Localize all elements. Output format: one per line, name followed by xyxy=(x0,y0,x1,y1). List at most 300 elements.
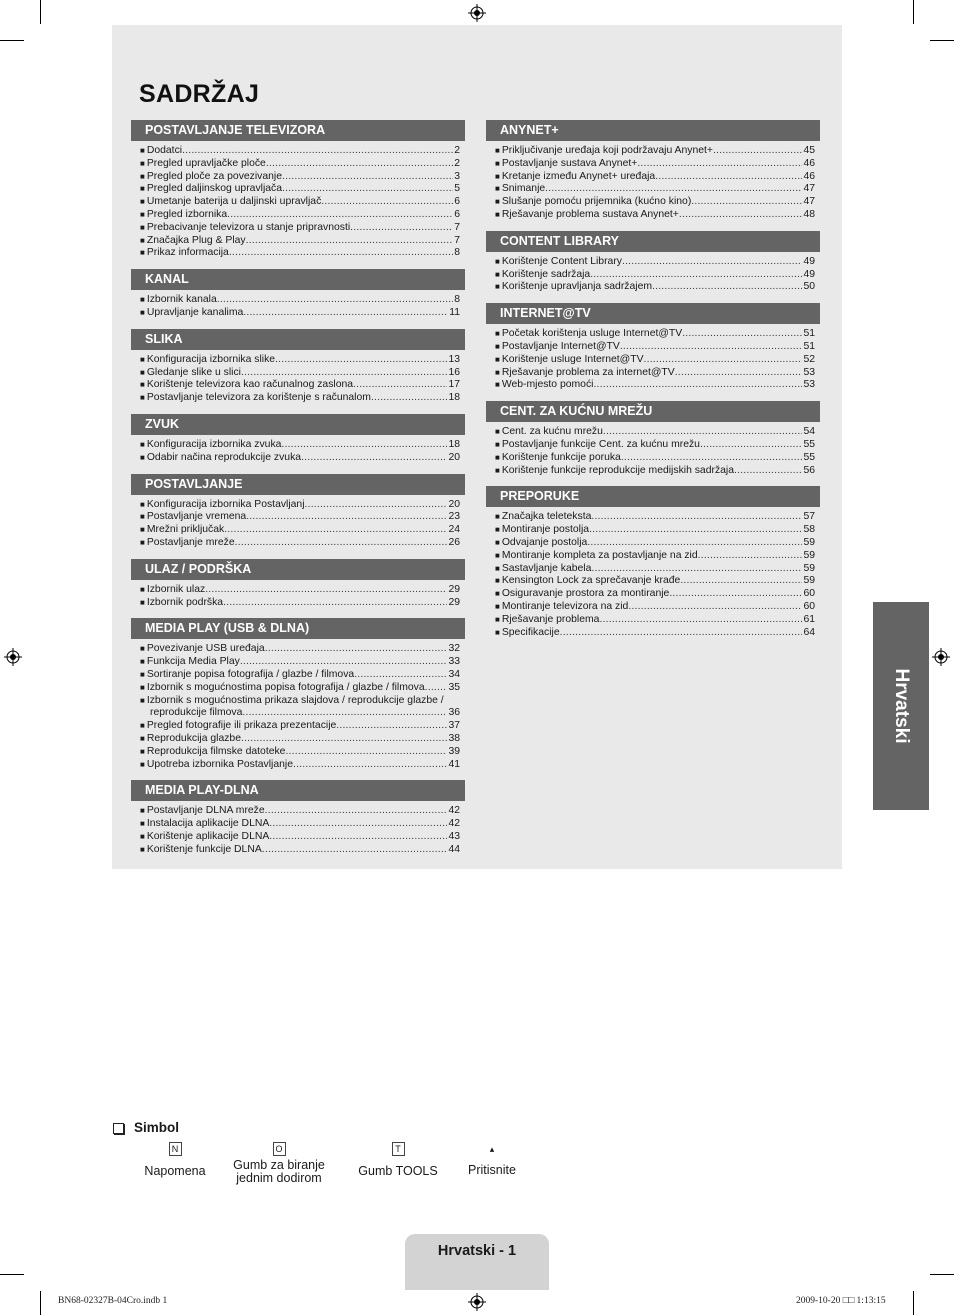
toc-entry[interactable] xyxy=(495,439,815,452)
entry-title: Montiranje televizora na zid xyxy=(501,600,629,612)
toc-section xyxy=(131,414,465,465)
toc-entry[interactable] xyxy=(140,307,460,320)
leader-dots xyxy=(680,575,802,588)
toc-entry[interactable] xyxy=(140,759,460,772)
leader-dots xyxy=(599,614,802,627)
toc-entry[interactable] xyxy=(140,537,460,550)
section-heading: ULAZ / PODRŠKA xyxy=(131,559,465,580)
toc-entry[interactable] xyxy=(140,171,460,184)
toc-entry[interactable] xyxy=(495,281,815,294)
entry-page: 39 xyxy=(448,745,460,757)
section-heading: SLIKA xyxy=(131,329,465,350)
leader-dots xyxy=(224,524,447,537)
section-heading: CONTENT LIBRARY xyxy=(486,231,820,252)
leader-dots xyxy=(269,831,447,844)
toc-entry[interactable] xyxy=(140,196,460,209)
leader-dots xyxy=(282,171,453,184)
tools-button-icon: T xyxy=(392,1142,405,1156)
entry-page: 59 xyxy=(803,549,815,561)
symbol-label: Napomena xyxy=(144,1164,206,1178)
note-icon: N xyxy=(169,1142,182,1156)
entry-page: 59 xyxy=(803,536,815,548)
bullet-icon: ■ xyxy=(140,499,145,509)
toc-entry[interactable] xyxy=(140,354,460,367)
toc-entry[interactable] xyxy=(140,656,460,669)
print-file-info: BN68-02327B-04Cro.indb 1 xyxy=(58,1296,168,1306)
toc-section xyxy=(131,329,465,405)
bullet-icon: ■ xyxy=(140,721,145,731)
bullet-icon: ■ xyxy=(140,759,145,769)
leader-dots xyxy=(275,354,447,367)
symbol-label: Pritisnite xyxy=(468,1163,516,1177)
entry-title: Dodatci xyxy=(146,145,183,156)
toc-entry[interactable] xyxy=(140,682,460,695)
entry-page: 26 xyxy=(448,536,460,548)
leader-dots xyxy=(240,656,448,669)
leader-dots xyxy=(281,439,447,452)
entry-page: 8 xyxy=(454,294,460,306)
crop-mark xyxy=(930,1274,954,1275)
toc-entry[interactable] xyxy=(495,627,815,640)
bullet-icon: ■ xyxy=(495,465,500,475)
leader-dots xyxy=(591,563,802,576)
entry-page: 11 xyxy=(449,306,460,318)
bullet-icon: ■ xyxy=(140,367,145,377)
leader-dots xyxy=(241,367,447,380)
entry-title: Postavljanje DLNA mreže xyxy=(146,805,265,817)
leader-dots xyxy=(223,597,447,610)
bullet-icon: ■ xyxy=(495,589,500,599)
entry-page: 6 xyxy=(454,196,460,208)
toc-entry[interactable] xyxy=(495,183,815,196)
toc-section xyxy=(131,559,465,610)
entry-title: Korištenje aplikacije DLNA xyxy=(146,830,270,842)
toc-entry[interactable] xyxy=(140,367,460,380)
entry-title: Povezivanje USB uređaja xyxy=(146,643,265,655)
entry-page: 57 xyxy=(803,511,815,523)
entry-title: Umetanje baterija u daljinski upravljač xyxy=(146,196,322,208)
bullet-icon: ■ xyxy=(495,614,500,624)
page-number-tab xyxy=(405,1234,549,1290)
entry-page: 53 xyxy=(803,366,815,378)
bullet-icon: ■ xyxy=(495,550,500,560)
crop-mark xyxy=(0,40,24,41)
leader-dots xyxy=(691,196,802,209)
entry-title: Gledanje slike u slici xyxy=(146,366,241,378)
entry-page: 45 xyxy=(803,145,815,156)
toc-entry[interactable] xyxy=(140,392,460,405)
bullet-icon: ■ xyxy=(140,158,145,168)
leader-dots xyxy=(587,537,802,550)
bullet-icon: ■ xyxy=(140,597,145,607)
bullet-icon: ■ xyxy=(140,831,145,841)
entry-page: 33 xyxy=(448,656,460,668)
toc-entry[interactable] xyxy=(495,341,815,354)
symbol-item-tools xyxy=(350,1142,446,1178)
entry-title: Izbornik s mogućnostima prikaza slajdova / reprodukcije glazbe / xyxy=(146,694,444,706)
toc-entry[interactable] xyxy=(495,426,815,439)
leader-dots xyxy=(243,307,448,320)
toc-entry[interactable] xyxy=(495,354,815,367)
side-tab-label: Hrvatski xyxy=(891,668,912,744)
entry-title: Osiguravanje prostora za montiranje xyxy=(501,588,670,600)
toc-section xyxy=(486,303,820,392)
toc-entry[interactable] xyxy=(140,183,460,196)
toc-entry[interactable] xyxy=(140,452,460,465)
leader-dots xyxy=(655,171,802,184)
entry-title: Pregled izbornika xyxy=(146,208,228,220)
leader-dots xyxy=(182,145,453,158)
entry-title: Korištenje funkcije reprodukcije medijskih sadržaja xyxy=(501,464,735,476)
entry-title: Postavljanje funkcije Cent. za kućnu mrežu xyxy=(501,438,700,450)
section-heading: CENT. ZA KUĆNU MREŽU xyxy=(486,401,820,422)
toc-entry[interactable] xyxy=(495,524,815,537)
leader-dots xyxy=(336,720,447,733)
crop-mark xyxy=(40,0,41,24)
one-touch-button-icon: O xyxy=(273,1142,286,1156)
entry-page: 60 xyxy=(803,600,815,612)
press-icon: ▴ xyxy=(489,1144,495,1154)
leader-dots xyxy=(269,818,447,831)
leader-dots xyxy=(301,452,447,465)
entry-title: Postavljanje mreže xyxy=(146,536,235,548)
toc-entry[interactable] xyxy=(495,158,815,171)
bullet-icon: ■ xyxy=(495,576,500,586)
entry-page: 32 xyxy=(448,643,460,655)
entry-page: 42 xyxy=(448,818,460,830)
bullet-icon: ■ xyxy=(140,209,145,219)
entry-page: 50 xyxy=(803,281,815,293)
entry-title: Korištenje funkcije DLNA xyxy=(146,843,262,855)
bullet-icon: ■ xyxy=(495,427,500,437)
entry-title: Rješavanje problema xyxy=(501,613,600,625)
entry-page: 18 xyxy=(448,392,460,404)
registration-mark-icon xyxy=(468,4,486,22)
crop-mark xyxy=(930,40,954,41)
toc-entry[interactable] xyxy=(495,575,815,588)
toc-entry[interactable] xyxy=(140,695,460,721)
section-heading: MEDIA PLAY (USB & DLNA) xyxy=(131,618,465,639)
bullet-icon: ■ xyxy=(495,197,500,207)
bullet-icon: ■ xyxy=(495,146,500,155)
bullet-icon: ■ xyxy=(140,806,145,816)
entry-page: 48 xyxy=(803,208,815,220)
toc-entry[interactable] xyxy=(140,643,460,656)
toc-section xyxy=(486,231,820,294)
entry-page: 20 xyxy=(448,498,460,510)
bullet-icon: ■ xyxy=(495,354,500,364)
toc-entry[interactable] xyxy=(140,746,460,759)
toc-section xyxy=(486,486,820,639)
bullet-icon: ■ xyxy=(140,537,145,547)
toc-entry[interactable] xyxy=(495,367,815,380)
toc-entry[interactable] xyxy=(140,831,460,844)
toc-entry[interactable] xyxy=(140,584,460,597)
entry-title: Pregled fotografije ili prikaza prezentacije xyxy=(146,720,337,732)
toc-entry[interactable] xyxy=(495,209,815,222)
leader-dots xyxy=(353,379,447,392)
entry-page: 56 xyxy=(803,464,815,476)
leader-dots xyxy=(282,183,453,196)
toc-entry[interactable] xyxy=(495,145,815,158)
toc-entry[interactable] xyxy=(495,269,815,282)
entry-title: Funkcija Media Play xyxy=(146,656,240,668)
entry-page: 46 xyxy=(803,157,815,169)
entry-page: 59 xyxy=(803,562,815,574)
symbol-item-one-touch xyxy=(226,1142,332,1185)
symbol-item-press xyxy=(458,1142,526,1177)
toc-section xyxy=(131,120,465,260)
toc-right-column xyxy=(486,120,820,648)
toc-entry[interactable] xyxy=(495,328,815,341)
section-heading: KANAL xyxy=(131,269,465,290)
toc-entry[interactable] xyxy=(140,222,460,235)
entry-page: 17 xyxy=(448,379,460,391)
toc-entry[interactable] xyxy=(495,171,815,184)
entry-title: Korištenje upravljanja sadržajem xyxy=(501,281,653,293)
entry-title: Korištenje usluge Internet@TV xyxy=(501,353,644,365)
bullet-icon: ■ xyxy=(495,452,500,462)
toc-entry[interactable] xyxy=(495,563,815,576)
toc-entry[interactable] xyxy=(140,720,460,733)
bullet-icon: ■ xyxy=(495,512,500,522)
bullet-icon: ■ xyxy=(140,733,145,743)
toc-entry[interactable] xyxy=(140,818,460,831)
registration-mark-icon xyxy=(468,1293,486,1311)
toc-entry[interactable] xyxy=(495,511,815,524)
entry-page: 47 xyxy=(803,196,815,208)
entry-page: 44 xyxy=(448,843,460,855)
entry-title: Montiranje postolja xyxy=(501,524,590,536)
bullet-icon: ■ xyxy=(140,746,145,756)
leader-dots xyxy=(350,222,453,235)
leader-dots xyxy=(669,588,802,601)
entry-page: 3 xyxy=(454,170,460,182)
leader-dots xyxy=(305,499,448,512)
toc-entry[interactable] xyxy=(140,597,460,610)
entry-page: 7 xyxy=(454,234,460,246)
symbol-item-note xyxy=(135,1142,215,1178)
bullet-icon: ■ xyxy=(140,171,145,181)
bullet-icon: ■ xyxy=(140,819,145,829)
section-heading: MEDIA PLAY-DLNA xyxy=(131,780,465,801)
entry-page: 43 xyxy=(448,830,460,842)
bullet-icon: ■ xyxy=(495,269,500,279)
entry-title: Specifikacije xyxy=(501,626,560,638)
leader-dots xyxy=(246,511,447,524)
section-heading: ZVUK xyxy=(131,414,465,435)
toc-entry[interactable] xyxy=(495,196,815,209)
toc-entry[interactable] xyxy=(495,379,815,392)
bullet-icon: ■ xyxy=(140,669,145,679)
toc-entry[interactable] xyxy=(495,537,815,550)
leader-dots xyxy=(622,256,802,269)
entry-title: Konfiguracija izbornika Postavljanj xyxy=(146,498,305,510)
leader-dots xyxy=(293,759,447,772)
leader-dots xyxy=(205,584,447,597)
leader-dots xyxy=(679,209,803,222)
leader-dots xyxy=(652,281,802,294)
page-title: SADRŽAJ xyxy=(139,80,260,108)
bullet-icon: ■ xyxy=(140,295,145,305)
leader-dots xyxy=(734,465,802,478)
bullet-icon: ■ xyxy=(140,222,145,232)
entry-title: Sortiranje popisa fotografija / glazbe / filmova xyxy=(146,668,355,680)
bullet-icon: ■ xyxy=(140,248,145,258)
toc-entry[interactable] xyxy=(495,601,815,614)
leader-dots xyxy=(560,627,803,640)
toc-entry[interactable] xyxy=(140,379,460,392)
entry-title: Montiranje kompleta za postavljanje na zid xyxy=(501,549,698,561)
toc-left-column xyxy=(131,120,465,865)
entry-title: Postavljanje vremena xyxy=(146,511,247,523)
toc-entry[interactable] xyxy=(495,588,815,601)
entry-title: Konfiguracija izbornika slike xyxy=(146,353,276,365)
section-heading: INTERNET@TV xyxy=(486,303,820,324)
leader-dots xyxy=(217,294,453,307)
entry-title: Rješavanje problema sustava Anynet+ xyxy=(501,208,679,220)
bullet-icon: ■ xyxy=(140,844,145,854)
section-heading: ANYNET+ xyxy=(486,120,820,141)
entry-title: Odvajanje postolja xyxy=(501,536,588,548)
entry-page: 18 xyxy=(448,438,460,450)
entry-page: 52 xyxy=(803,353,815,365)
entry-page: 51 xyxy=(803,340,815,352)
entry-title: Sastavljanje kabela xyxy=(501,562,592,574)
entry-title: Korištenje sadržaja xyxy=(501,268,591,280)
bullet-icon: ■ xyxy=(495,282,500,292)
bullet-icon: ■ xyxy=(495,158,500,168)
print-date-info: 2009-10-20 □□ 1:13:15 xyxy=(796,1296,886,1306)
toc-entry[interactable] xyxy=(140,235,460,248)
entry-title: Pregled ploče za povezivanje xyxy=(146,170,283,182)
toc-entry[interactable] xyxy=(140,511,460,524)
leader-dots xyxy=(265,643,448,656)
entry-page: 55 xyxy=(803,438,815,450)
entry-page: 16 xyxy=(448,366,460,378)
entry-page: 29 xyxy=(448,596,460,608)
leader-dots xyxy=(227,209,453,222)
leader-dots xyxy=(321,196,453,209)
toc-entry[interactable] xyxy=(495,550,815,563)
crop-mark xyxy=(913,1291,914,1315)
bullet-icon: ■ xyxy=(495,367,500,377)
toc-entry[interactable] xyxy=(140,733,460,746)
entry-title: Postavljanje televizora za korištenje s računalom xyxy=(146,392,371,404)
toc-entry[interactable] xyxy=(140,669,460,682)
entry-title: Pregled upravljačke ploče xyxy=(146,157,266,169)
symbol-legend xyxy=(113,1120,179,1135)
entry-page: 49 xyxy=(803,268,815,280)
crop-mark xyxy=(913,0,914,24)
entry-title: Postavljanje sustava Anynet+ xyxy=(501,157,638,169)
toc-entry[interactable] xyxy=(140,524,460,537)
toc-entry[interactable] xyxy=(495,465,815,478)
toc-entry[interactable] xyxy=(140,294,460,307)
entry-page: 42 xyxy=(448,805,460,817)
bullet-icon: ■ xyxy=(495,184,500,194)
toc-entry[interactable] xyxy=(140,805,460,818)
entry-title: Instalacija aplikacije DLNA xyxy=(146,818,270,830)
toc-section xyxy=(486,120,820,222)
toc-entry[interactable] xyxy=(495,614,815,627)
language-side-tab xyxy=(873,602,929,810)
entry-title: Cent. za kućnu mrežu xyxy=(501,426,603,438)
toc-entry[interactable] xyxy=(140,844,460,857)
entry-page: 60 xyxy=(803,588,815,600)
bullet-icon: ■ xyxy=(140,512,145,522)
leader-dots xyxy=(620,341,803,354)
entry-title-continued: reprodukcije filmova xyxy=(150,707,243,719)
entry-title: Slušanje pomoću prijemnika (kućno kino) xyxy=(501,196,692,208)
entry-title: Pregled daljinskog upravljača xyxy=(146,183,283,195)
bullet-icon: ■ xyxy=(140,307,145,317)
section-heading: POSTAVLJANJE TELEVIZORA xyxy=(131,120,465,141)
leader-dots xyxy=(628,601,802,614)
toc-entry[interactable] xyxy=(140,145,460,158)
crop-mark xyxy=(0,1274,24,1275)
bullet-icon: ■ xyxy=(140,393,145,403)
toc-entry[interactable] xyxy=(495,256,815,269)
bullet-icon: ■ xyxy=(140,380,145,390)
bullet-icon: ■ xyxy=(140,235,145,245)
entry-page: 64 xyxy=(803,626,815,638)
entry-page: 38 xyxy=(448,732,460,744)
entry-page: 6 xyxy=(454,208,460,220)
leader-dots xyxy=(354,669,447,682)
toc-entry[interactable] xyxy=(140,499,460,512)
entry-page: 49 xyxy=(803,255,815,267)
toc-entry[interactable] xyxy=(140,439,460,452)
bullet-icon: ■ xyxy=(495,380,500,390)
entry-page: 36 xyxy=(448,707,460,719)
toc-entry[interactable] xyxy=(495,452,815,465)
bullet-icon: ■ xyxy=(495,563,500,573)
leader-dots xyxy=(637,158,802,171)
entry-page: 34 xyxy=(448,668,460,680)
bullet-icon: ■ xyxy=(495,439,500,449)
leader-dots xyxy=(603,426,803,439)
leader-dots xyxy=(675,367,803,380)
leader-dots xyxy=(591,511,802,524)
leader-dots xyxy=(371,392,448,405)
registration-mark-icon xyxy=(4,648,22,666)
toc-entry[interactable] xyxy=(140,158,460,171)
symbol-heading: Simbol xyxy=(134,1120,180,1135)
bullet-icon: ■ xyxy=(140,682,145,692)
entry-page: 35 xyxy=(448,681,460,693)
entry-title: Reprodukcija filmske datoteke xyxy=(146,745,286,757)
leader-dots xyxy=(644,354,803,367)
bullet-icon: ■ xyxy=(140,197,145,207)
leader-dots xyxy=(682,328,802,341)
page-number: Hrvatski - 1 xyxy=(437,1243,517,1259)
entry-title: Značajka Plug & Play xyxy=(146,234,246,246)
entry-page: 20 xyxy=(448,451,460,463)
entry-title: Upotreba izbornika Postavljanje xyxy=(146,758,293,770)
leader-dots xyxy=(713,145,802,158)
leader-dots xyxy=(590,269,802,282)
bullet-icon: ■ xyxy=(495,256,500,266)
entry-page: 37 xyxy=(448,720,460,732)
entry-title: Web-mjesto pomoći xyxy=(501,379,594,391)
toc-entry[interactable] xyxy=(140,209,460,222)
toc-entry[interactable] xyxy=(140,247,460,260)
entry-title: Prebacivanje televizora u stanje pripravnosti xyxy=(146,221,351,233)
entry-title: Značajka teleteksta xyxy=(501,511,592,523)
toc-section xyxy=(131,780,465,856)
bullet-icon: ■ xyxy=(495,537,500,547)
